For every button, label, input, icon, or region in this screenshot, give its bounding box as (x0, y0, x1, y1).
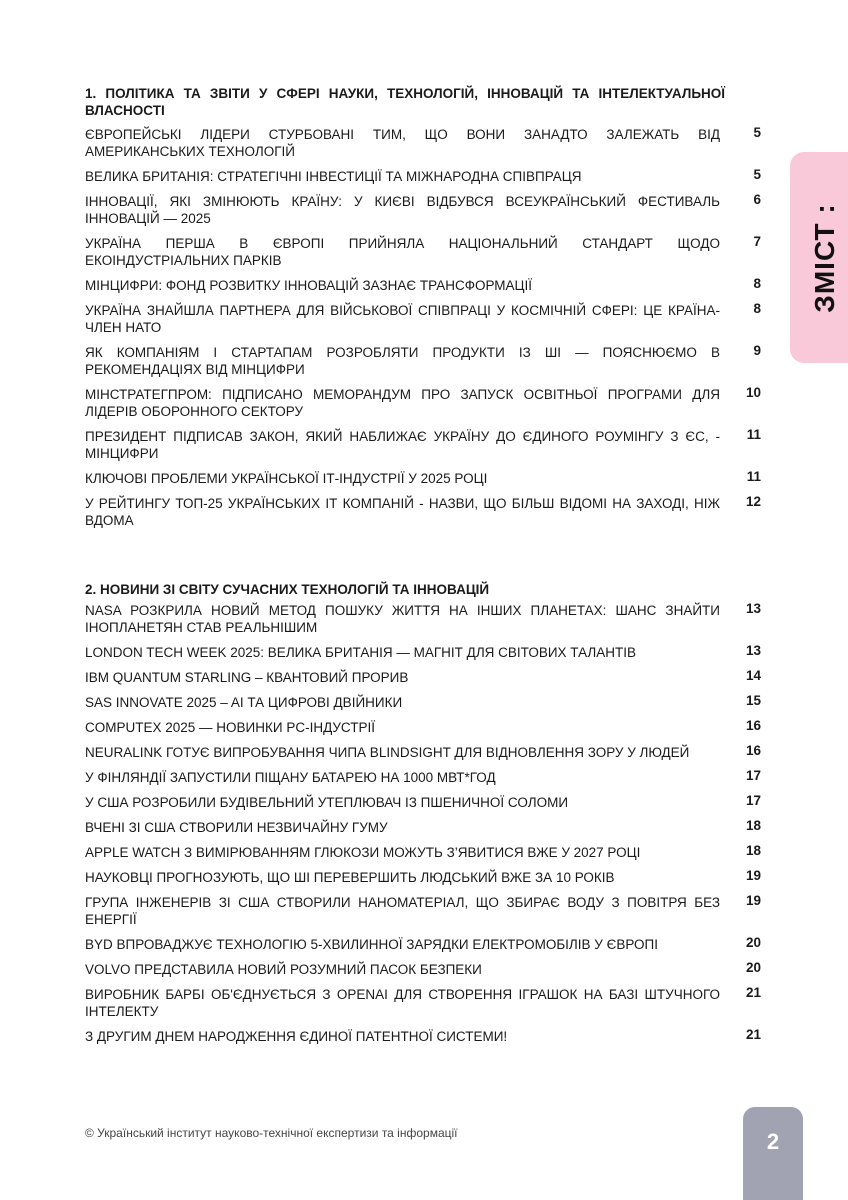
toc-entry[interactable] (85, 126, 765, 160)
toc-entry[interactable] (85, 844, 765, 861)
toc-entry-title: НАУКОВЦІ ПРОГНОЗУЮТЬ, ЩО ШІ ПЕРЕВЕРШИТЬ ЛЮДСЬКИЙ ВЖЕ ЗА 10 РОКІВ (85, 870, 615, 885)
toc-entry-title: NEURALINK ГОТУЄ ВИПРОБУВАННЯ ЧИПА BLINDSIGHT ДЛЯ ВІДНОВЛЕННЯ ЗОРУ У ЛЮДЕЙ (85, 745, 690, 760)
toc-entry-title: У США РОЗРОБИЛИ БУДІВЕЛЬНИЙ УТЕПЛЮВАЧ ІЗ ПШЕНИЧНОЇ СОЛОМИ (85, 795, 569, 810)
toc-entry[interactable] (85, 719, 765, 736)
toc-entry-title: УКРАЇНА ПЕРША В ЄВРОПІ ПРИЙНЯЛА НАЦІОНАЛЬНИЙ СТАНДАРТ ЩОДО ЕКОІНДУСТРІАЛЬНИХ ПАРКІВ (85, 236, 720, 268)
toc-entry[interactable] (85, 694, 765, 711)
toc-entry-page-number: 8 (753, 301, 761, 316)
toc-entry-page-number: 19 (745, 868, 761, 883)
toc-entry[interactable] (85, 961, 765, 978)
toc-entry-title: УКРАЇНА ЗНАЙШЛА ПАРТНЕРА ДЛЯ ВІЙСЬКОВОЇ СПІВПРАЦІ У КОСМІЧНІЙ СФЕРІ: ЦЕ КРАЇНА-ЧЛЕН НАТО (85, 303, 720, 335)
toc-entry-page-number: 6 (753, 192, 761, 207)
toc-entry-title: МІНЦИФРИ: ФОНД РОЗВИТКУ ІННОВАЦІЙ ЗАЗНАЄ ТРАНСФОРМАЦІЇ (85, 278, 533, 293)
toc-entry-title: APPLE WATCH З ВИМІРЮВАННЯМ ГЛЮКОЗИ МОЖУТЬ З’ЯВИТИСЯ ВЖЕ У 2027 РОЦІ (85, 845, 641, 860)
toc-entry-title: У ФІНЛЯНДІЇ ЗАПУСТИЛИ ПІЩАНУ БАТАРЕЮ НА 1000 МВТ*ГОД (85, 770, 496, 785)
toc-entry[interactable] (85, 470, 765, 487)
contents-side-tab (790, 152, 848, 363)
toc-entry-title: З ДРУГИМ ДНЕМ НАРОДЖЕННЯ ЄДИНОЇ ПАТЕНТНОЇ СИСТЕМИ! (85, 1029, 508, 1044)
toc-entry-title: ПРЕЗИДЕНТ ПІДПИСАВ ЗАКОН, ЯКИЙ НАБЛИЖАЄ УКРАЇНУ ДО ЄДИНОГО РОУМІНГУ З ЄС, - МІНЦИФРИ (85, 429, 720, 461)
toc-entry[interactable] (85, 936, 765, 953)
toc-entry-page-number: 17 (745, 768, 761, 783)
toc-entry-page-number: 5 (753, 125, 761, 140)
toc-entry[interactable] (85, 869, 765, 886)
toc-entry-title: VOLVO ПРЕДСТАВИЛА НОВИЙ РОЗУМНИЙ ПАСОК БЕЗПЕКИ (85, 962, 482, 977)
toc-entry-page-number: 5 (753, 167, 761, 182)
toc-entry[interactable] (85, 344, 765, 378)
toc-entry-page-number: 12 (745, 494, 761, 509)
toc-entry-title: ЄВРОПЕЙСЬКІ ЛІДЕРИ СТУРБОВАНІ ТИМ, ЩО ВОНИ ЗАНАДТО ЗАЛЕЖАТЬ ВІД АМЕРИКАНСЬКИХ ТЕХНОЛОГІЙ (85, 127, 720, 159)
page-number: 2 (766, 1129, 780, 1154)
toc-entry-page-number: 17 (745, 793, 761, 808)
toc-entry[interactable] (85, 193, 765, 227)
toc-entry-title: ВИРОБНИК БАРБІ ОБ'ЄДНУЄТЬСЯ З OPENAI ДЛЯ СТВОРЕННЯ ІГРАШОК НА БАЗІ ШТУЧНОГО ІНТЕЛЕКТУ (85, 987, 720, 1019)
toc-entry-title: ЯК КОМПАНІЯМ І СТАРТАПАМ РОЗРОБЛЯТИ ПРОДУКТИ ІЗ ШІ — ПОЯСНЮЄМО В РЕКОМЕНДАЦІЯХ ВІД МІНЦИФРИ (85, 345, 720, 377)
toc-entry-title: SAS INNOVATE 2025 – AI ТА ЦИФРОВІ ДВІЙНИКИ (85, 695, 403, 710)
toc-entry-title: COMPUTEX 2025 — НОВИНКИ PC-ІНДУСТРІЇ (85, 720, 375, 735)
toc-entry[interactable] (85, 894, 765, 928)
toc-entry[interactable] (85, 168, 765, 185)
toc-entry-page-number: 18 (745, 843, 761, 858)
section-1-entries (85, 126, 765, 537)
toc-entry[interactable] (85, 602, 765, 636)
toc-entry-page-number: 10 (745, 385, 761, 400)
toc-entry-title: КЛЮЧОВІ ПРОБЛЕМИ УКРАЇНСЬКОЇ ІТ-ІНДУСТРІЇ У 2025 РОЦІ (85, 471, 488, 486)
toc-entry[interactable] (85, 819, 765, 836)
toc-entry-page-number: 18 (745, 818, 761, 833)
toc-entry-page-number: 7 (753, 234, 761, 249)
toc-entry-page-number: 8 (753, 276, 761, 291)
toc-entry-title: ВЕЛИКА БРИТАНІЯ: СТРАТЕГІЧНІ ІНВЕСТИЦІЇ ТА МІЖНАРОДНА СПІВПРАЦЯ (85, 169, 582, 184)
toc-entry-title: BYD ВПРОВАДЖУЄ ТЕХНОЛОГІЮ 5-ХВИЛИННОЇ ЗАРЯДКИ ЕЛЕКТРОМОБІЛІВ У ЄВРОПІ (85, 937, 658, 952)
toc-entry[interactable] (85, 644, 765, 661)
toc-entry-title: ВЧЕНІ ЗІ США СТВОРИЛИ НЕЗВИЧАЙНУ ГУМУ (85, 820, 388, 835)
toc-entry[interactable] (85, 794, 765, 811)
toc-entry-title: МІНСТРАТЕГПРОМ: ПІДПИСАНО МЕМОРАНДУМ ПРО ЗАПУСК ОСВІТНЬОЇ ПРОГРАМИ ДЛЯ ЛІДЕРІВ ОБОРОННОГО СЕКТОРУ (85, 387, 720, 419)
toc-entry-page-number: 14 (745, 668, 761, 683)
toc-entry-page-number: 19 (745, 893, 761, 908)
toc-entry[interactable] (85, 744, 765, 761)
toc-entry-page-number: 9 (753, 343, 761, 358)
toc-entry-title: ГРУПА ІНЖЕНЕРІВ ЗІ США СТВОРИЛИ НАНОМАТЕРІАЛ, ЩО ЗБИРАЄ ВОДУ З ПОВІТРЯ БЕЗ ЕНЕРГІЇ (85, 895, 720, 927)
toc-entry[interactable] (85, 302, 765, 336)
page-number-badge (743, 1107, 803, 1200)
toc-entry-page-number: 20 (745, 935, 761, 950)
toc-entry-page-number: 15 (745, 693, 761, 708)
toc-entry-page-number: 13 (745, 643, 761, 658)
section-2-entries (85, 602, 765, 1053)
toc-entry-page-number: 20 (745, 960, 761, 975)
toc-entry-title: NASA РОЗКРИЛА НОВИЙ МЕТОД ПОШУКУ ЖИТТЯ НА ІНШИХ ПЛАНЕТАХ: ШАНС ЗНАЙТИ ІНОПЛАНЕТЯН СТАВ РЕАЛЬНІШИМ (85, 603, 720, 635)
toc-entry[interactable] (85, 428, 765, 462)
toc-entry-page-number: 21 (745, 1027, 761, 1042)
toc-entry[interactable] (85, 669, 765, 686)
contents-side-tab-label: ЗМІСТ : (809, 202, 840, 313)
toc-entry[interactable] (85, 386, 765, 420)
toc-entry[interactable] (85, 1028, 765, 1045)
toc-entry[interactable] (85, 235, 765, 269)
toc-entry-page-number: 11 (746, 427, 761, 442)
toc-entry-page-number: 21 (745, 985, 761, 1000)
toc-entry-title: IBM QUANTUM STARLING – КВАНТОВИЙ ПРОРИВ (85, 670, 409, 685)
toc-entry-title: LONDON TECH WEEK 2025: ВЕЛИКА БРИТАНІЯ — МАГНІТ ДЛЯ СВІТОВИХ ТАЛАНТІВ (85, 645, 636, 660)
toc-entry-page-number: 16 (745, 743, 761, 758)
toc-entry-title: У РЕЙТИНГУ ТОП-25 УКРАЇНСЬКИХ ІТ КОМПАНІЙ - НАЗВИ, ЩО БІЛЬШ ВІДОМІ НА ЗАХОДІ, НІЖ ВДОМА (85, 496, 720, 528)
toc-entry-page-number: 11 (746, 469, 761, 484)
toc-entry-page-number: 13 (745, 601, 761, 616)
section-2-title: 2. НОВИНИ ЗІ СВІТУ СУЧАСНИХ ТЕХНОЛОГІЙ ТА ІННОВАЦІЙ (85, 582, 490, 597)
toc-entry-title: ІННОВАЦІЇ, ЯКІ ЗМІНЮЮТЬ КРАЇНУ: У КИЄВІ ВІДБУВСЯ ВСЕУКРАЇНСЬКИЙ ФЕСТИВАЛЬ ІННОВАЦІЙ — 2025 (85, 194, 720, 226)
toc-entry[interactable] (85, 769, 765, 786)
toc-entry[interactable] (85, 986, 765, 1020)
toc-entry-page-number: 16 (745, 718, 761, 733)
toc-entry[interactable] (85, 495, 765, 529)
toc-entry[interactable] (85, 277, 765, 294)
section-1-title: 1. ПОЛІТИКА ТА ЗВІТИ У СФЕРІ НАУКИ, ТЕХНОЛОГІЙ, ІННОВАЦІЙ ТА ІНТЕЛЕКТУАЛЬНОЇ ВЛАСНОСТІ (85, 86, 725, 118)
footer-copyright: © Український інститут науково-технічної експертизи та інформації (85, 1126, 458, 1140)
